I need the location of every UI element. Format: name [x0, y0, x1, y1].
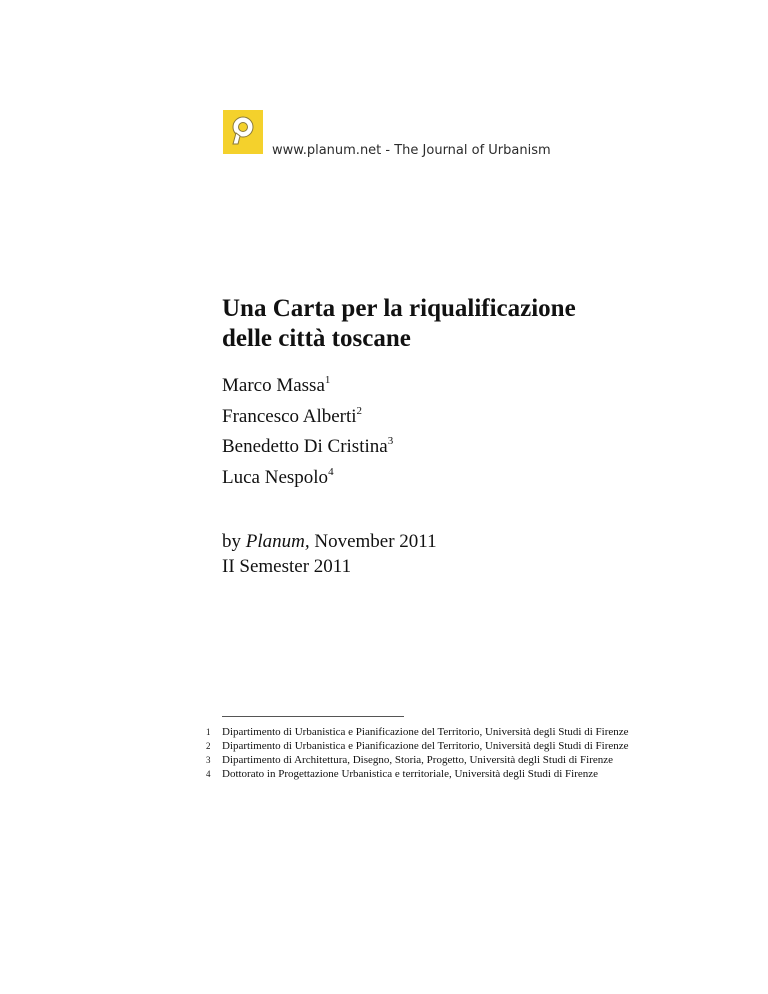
by-prefix: by	[222, 531, 246, 552]
author-name: Luca Nespolo	[222, 466, 329, 488]
author-name: Marco Massa	[222, 375, 325, 396]
publication-info	[222, 530, 437, 579]
document-title	[222, 294, 692, 354]
footnote-ref: 3	[387, 435, 394, 447]
footnote-number: 3	[206, 755, 211, 765]
semester-line: II Semester 2011	[222, 555, 352, 577]
planum-logo	[223, 110, 263, 154]
footnote-text: Dipartimento di Architettura, Disegno, Storia, Progetto, Università degli Studi di Firenze	[222, 754, 614, 766]
footnote	[206, 753, 664, 767]
title-line: Una Carta per la riqualificazione	[222, 295, 576, 322]
footnote	[206, 725, 664, 739]
footnotes	[206, 725, 664, 781]
title-line: delle città toscane	[222, 325, 411, 352]
footnote-number: 1	[206, 727, 211, 737]
footnote-number: 4	[206, 769, 211, 779]
author-list	[222, 368, 393, 490]
publication-line	[222, 530, 437, 555]
footnote	[206, 767, 664, 781]
author	[222, 399, 393, 430]
author	[222, 429, 393, 460]
author-name: Francesco Alberti	[222, 405, 357, 427]
footnote	[206, 739, 664, 753]
publisher-name: Planum,	[245, 531, 310, 552]
author	[222, 368, 393, 399]
footnote-ref: 1	[324, 374, 331, 386]
site-url-text: www.planum.net - The Journal of Urbanism	[272, 143, 551, 158]
footnote-separator	[222, 716, 404, 717]
publication-date: November 2011	[309, 531, 437, 552]
author	[222, 460, 393, 491]
footnote-text: Dipartimento di Urbanistica e Pianificazione del Territorio, Università degli Studi di Firenze	[222, 740, 629, 752]
author-name: Benedetto Di Cristina	[222, 436, 388, 457]
footnote-text: Dottorato in Progettazione Urbanistica e territoriale, Università degli Studi di Firenze	[222, 768, 599, 780]
footnote-ref: 2	[356, 404, 363, 417]
planum-p-icon	[223, 110, 263, 154]
footnote-text: Dipartimento di Urbanistica e Pianificazione del Territorio, Università degli Studi di Firenze	[222, 726, 629, 738]
footnote-number: 2	[206, 741, 211, 751]
footnote-ref: 4	[328, 465, 334, 478]
